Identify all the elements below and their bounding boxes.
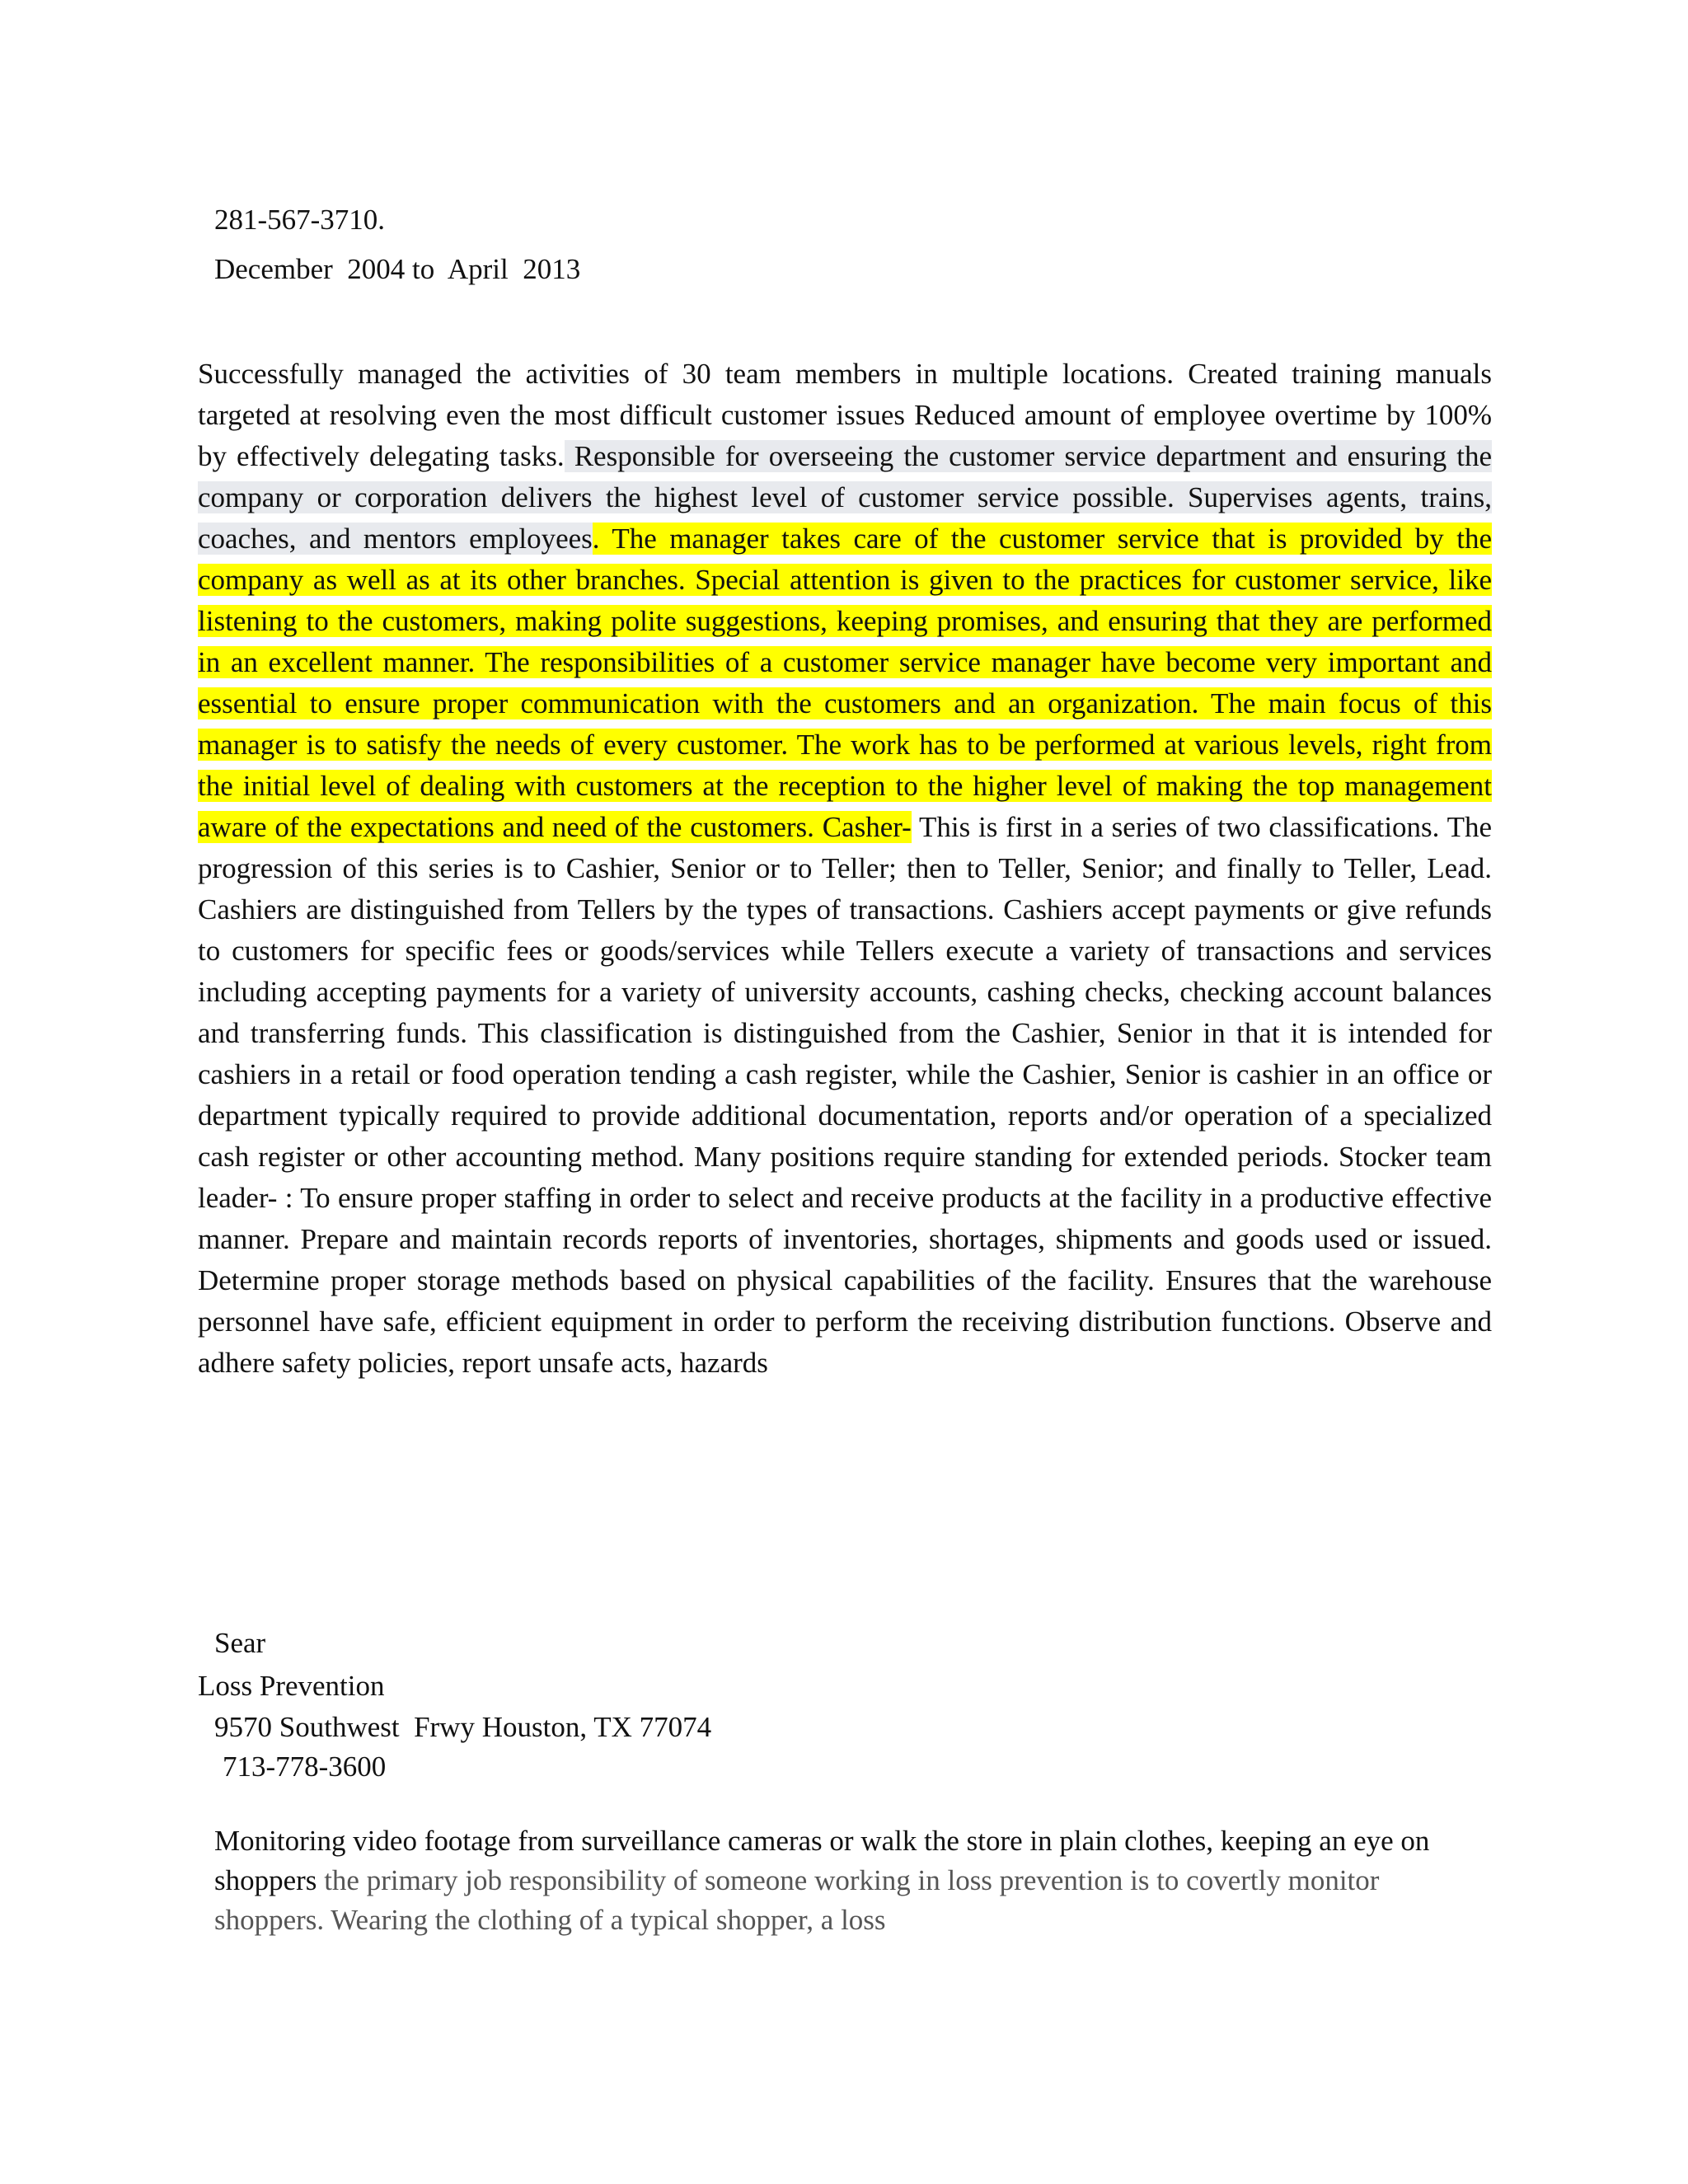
gray-highlighted-text: Responsible for overseeing the customer service department and ensuring the company or corporation delivers the highest level of customer service possible. Supervises agents, trains, coaches, and mentors employees [198,440,1493,555]
description-plain-end: This is first in a series of two classifications. The progression of this series is to Cashier, Senior or to Teller; then to Teller, Senior; and finally to Teller, Lead. Cashiers are distinguished from Tellers by the types of transactions. Cashiers accept payments or give refunds to customers for specific fees or goods/services while Tellers execute a variety of transactions and services including accepting payments for a variety of university accounts, cashing checks, checking account balances and transferring funds. This classification is distinguished from the Cashier, Senior in that it is intended for cashiers in a retail or food operation tending a cash register, while the Cashier, Senior is cashier in an office or department typically required to provide additional documentation, reports and/or operation of a specialized cash register or other accounting method. Many positions require standing for extended periods. Stocker team leader- : To ensure proper staffing in order to select and receive products at the facility in a productive effective manner. Prepare and maintain records reports of inventories, shortages, shipments and goods used or issued. Determine proper storage methods based on physical capabilities of the facility. Ensures that the warehouse personnel have safe, efficient equipment in order to perform the receiving distribution functions. Observe and adhere safety policies, report unsafe acts, hazards [198,811,1492,1379]
job-title: Loss Prevention [198,1670,385,1702]
job-description-paragraph [198,354,1492,1384]
phone-number: 281-567-3710. [214,204,386,236]
description-dark-text: Monitoring video footage from surveillance cameras or walk the store in plain clothes, keeping an eye on shoppers [214,1825,1430,1896]
description-gray-text: the primary job responsibility of someone working in loss prevention is to covertly monitor shoppers. Wearing the clothing of a typical shopper, a loss [214,1864,1380,1936]
employer-name: Sear [214,1627,266,1659]
loss-prevention-description [214,1821,1467,1940]
description-plain-start: Successfully managed the activities of 30 team members in multiple locations. Created training manuals targeted at resolving even the most difficult customer issues Reduced amount of employee overtime by 100% by effectively delegating tasks. [198,358,1492,472]
employer-phone: 713-778-3600 [223,1750,387,1783]
employer-address: 9570 Southwest Frwy Houston, TX 77074 [214,1711,712,1743]
employment-dates: December 2004 to April 2013 [214,253,581,285]
yellow-highlighted-text: . The manager takes care of the customer service that is provided by the company as well as at its other branches. Special attention is given to the practices for customer service, like listening to the customers, making polite suggestions, keeping promises, and ensuring that they are performed in an excellent manner. The responsibilities of a customer service manager have become very important and essential to ensure proper communication with the customers and an organization. The main focus of this manager is to satisfy the needs of every customer. The work has to be performed at various levels, right from the initial level of dealing with customers at the reception to the higher level of making the top management aware of the expectations and need of the customers. Casher- [198,523,1492,843]
